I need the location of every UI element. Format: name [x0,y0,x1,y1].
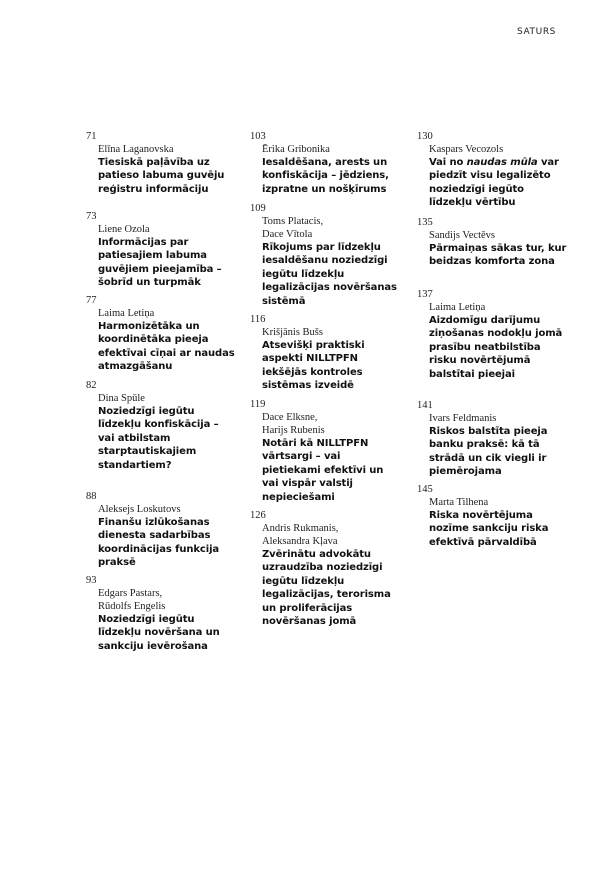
title-part: Vai no [429,157,467,168]
page-number: 77 [86,295,97,306]
article-title: Aizdomīgu darījumu ziņošanas nodokļu jomā prasību neatbilstība risku novērtējumā balstītai pieejai [429,315,563,380]
toc-entry[interactable] [86,210,236,294]
article-title: Iesaldēšana, arests un konfiskācija – jēdziens, izpratne un nošķīrums [262,157,389,195]
article-title: Harmonizētāka un koordinētāka pieeja efektīvai cīņai ar naudas atmazgāšanu [98,321,235,373]
page-number: 141 [417,400,433,411]
page-number: 109 [250,203,266,214]
author-name: Laima Letiņa [429,302,486,313]
page-number: 116 [250,314,266,325]
page-number: 145 [417,484,433,495]
article-title: Noziedzīgi iegūtu līdzekļu novēršana un sankciju ievērošana [98,614,220,652]
page-number: 126 [250,510,266,521]
title-part: var piedzīt visu legalizēto noziedzīgi iegūto līdzekļu vērtību [429,157,559,209]
page-number: 137 [417,289,433,300]
author-name: Dace Vītola [262,229,313,240]
page-number: 73 [86,211,97,222]
toc-entry[interactable] [86,294,236,379]
author-name: Elīna Laganovska [98,144,174,155]
page-number: 103 [250,131,266,142]
article-title: Notāri kā NILLTPFN vārtsargi – vai pietiekami efektīvi un vai vispār valstij nepieciešami [262,438,384,503]
article-title: Riska novērtējuma nozīme sankciju riska efektīvā pārvaldībā [429,510,549,548]
page-number: 82 [86,380,97,391]
toc-entry[interactable] [417,288,567,399]
page-number: 119 [250,399,266,410]
author-name: Dace Elksne, [262,412,318,423]
toc-entry[interactable] [86,130,236,210]
author-name: Ivars Feldmanis [429,413,497,424]
article-title: Riskos balstīta pieeja banku praksē: kā tā strādā un cik viegli ir piemērojama [429,426,548,478]
toc-entry[interactable] [86,490,236,574]
author-name: Andris Rukmanis, [262,523,339,534]
author-name: Kaspars Vecozols [429,144,504,155]
toc-entry[interactable] [250,202,400,313]
toc-entry[interactable] [250,509,400,628]
article-title: Informācijas par patiesajiem labuma guvējiem pieejamība – šobrīd un turpmāk [98,237,222,289]
toc-column-3 [417,130,567,549]
page-number: 93 [86,575,97,586]
author-name: Laima Letiņa [98,308,155,319]
toc-entry[interactable] [417,483,567,549]
article-title: Atsevišķi praktiski aspekti NILLTPFN iekšējās kontroles sistēmas izveidē [262,340,365,392]
author-name: Aleksandra Kļava [262,536,338,547]
author-name: Aleksejs Loskutovs [98,504,181,515]
author-name: Ērika Gribonika [262,144,330,155]
author-name: Marta Tilhena [429,497,489,508]
toc-entry[interactable] [417,399,567,483]
author-name: Liene Ozola [98,224,150,235]
article-title [429,156,567,210]
article-title: Zvērinātu advokātu uzraudzība noziedzīgi iegūtu līdzekļu legalizācijas, terorisma un proliferācijas novēršanas jomā [262,549,391,628]
author-name: Sandijs Vectēvs [429,230,496,241]
author-name: Toms Platacis, [262,216,324,227]
toc-entry[interactable] [86,379,236,490]
article-title: Rīkojums par līdzekļu iesaldēšanu noziedzīgi iegūtu līdzekļu legalizācijas novēršanas sistēmā [262,242,397,307]
author-name: Dina Spūle [98,393,145,404]
author-name: Harijs Rubenis [262,425,325,436]
article-title: Noziedzīgi iegūtu līdzekļu konfiskācija – vai atbilstam starptautiskajiem standartiem? [98,406,219,471]
article-title: Finanšu izlūkošanas dienesta sadarbības koordinācijas funkcija praksē [98,517,220,569]
author-name: Edgars Pastars, [98,588,163,599]
toc-entry[interactable] [86,574,236,653]
page-number: 135 [417,217,433,228]
article-title: Tiesiskā paļāvība uz patieso labuma guvēju reģistru informāciju [98,157,225,195]
page-number: 71 [86,131,97,142]
toc-column-2 [250,130,400,628]
author-name: Rūdolfs Engelis [98,601,166,612]
title-part-italic: naudas mūla [466,157,538,168]
toc-entry[interactable] [250,398,400,509]
toc-column-1 [86,130,236,653]
toc-entry[interactable] [417,130,567,216]
page-number: 130 [417,131,433,142]
toc-entry[interactable] [250,130,400,202]
section-header: SATURS [517,27,556,37]
page-number: 88 [86,491,97,502]
toc-entry[interactable] [417,216,567,288]
toc-entry[interactable] [250,313,400,398]
article-title: Pārmaiņas sākas tur, kur beidzas komforta zona [429,243,567,268]
author-name: Krišjānis Bušs [262,327,323,338]
